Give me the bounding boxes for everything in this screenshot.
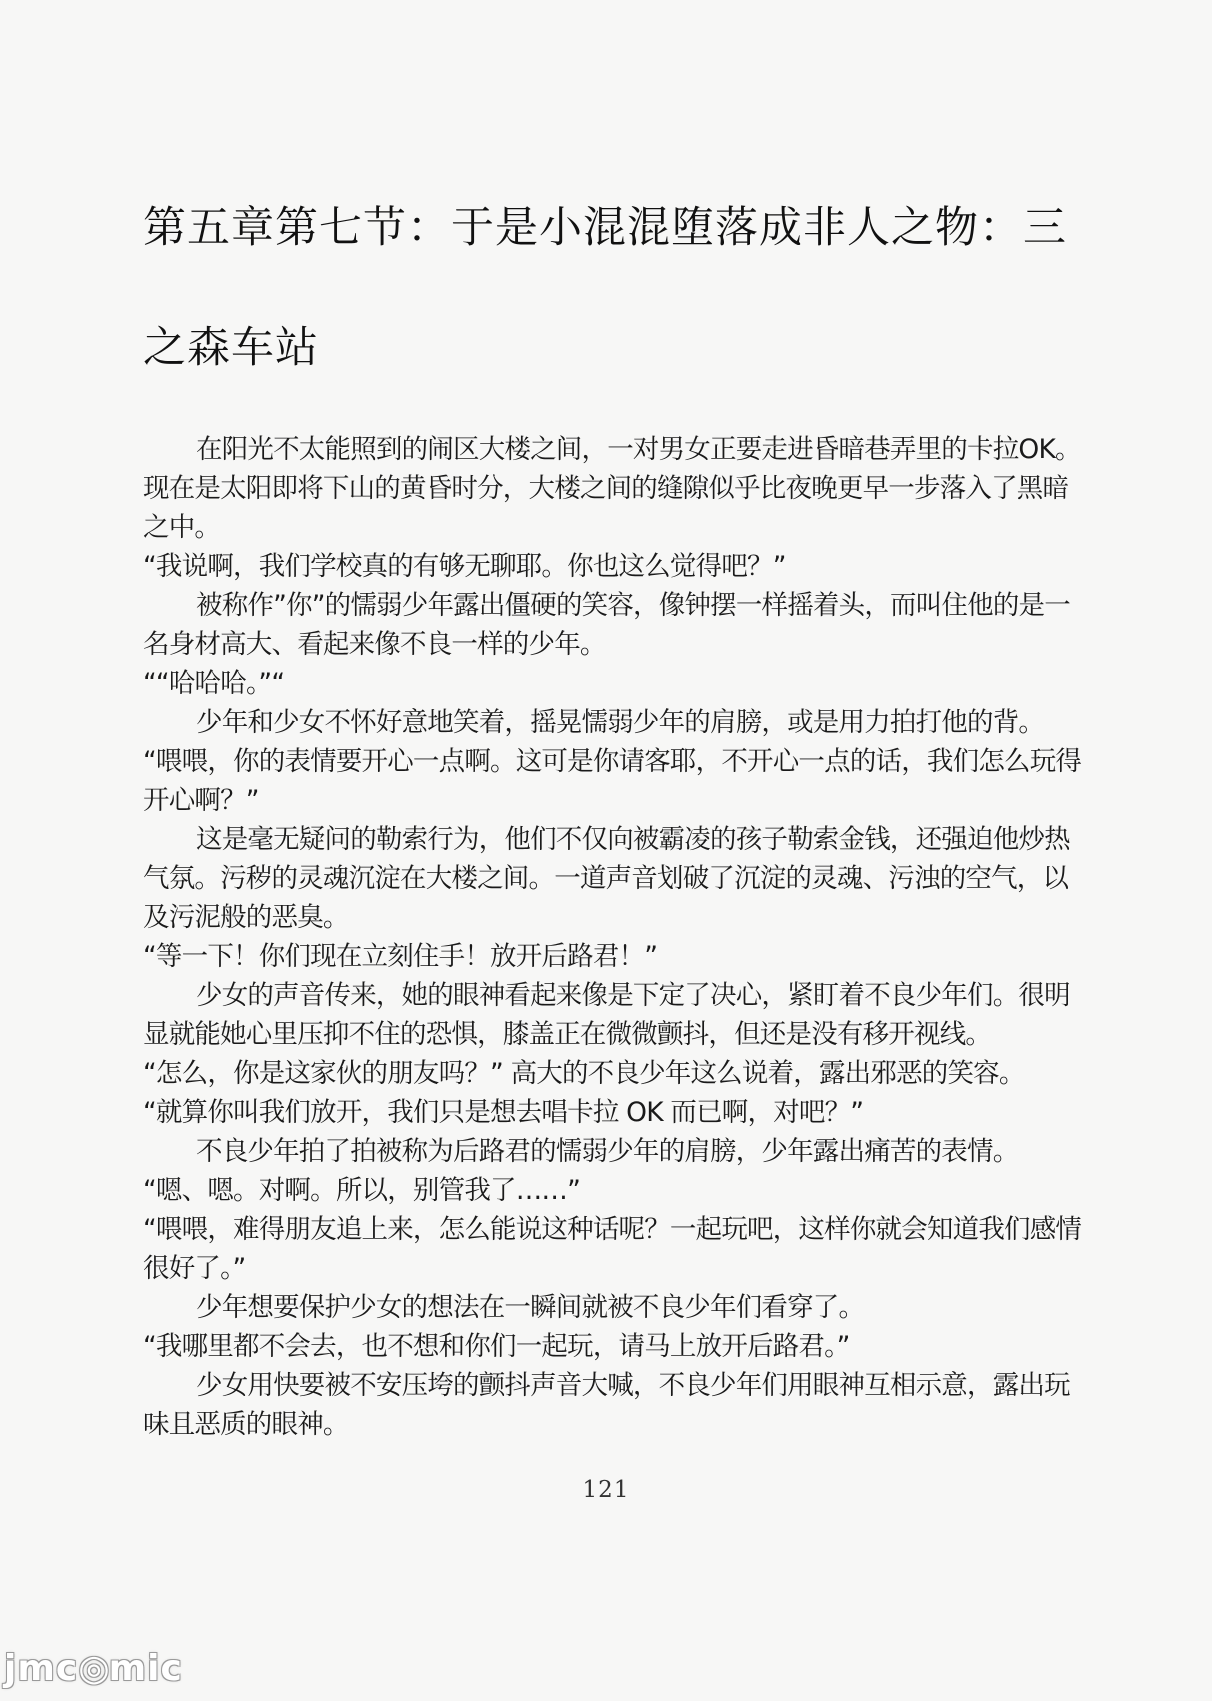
paragraph: 少女的声音传来，她的眼神看起来像是下定了决心，紧盯着不良少年们。很明显就能她心里压抑不住的恐惧，膝盖正在微微颤抖，但还是没有移开视线。 bbox=[143, 980, 1070, 1050]
paragraph: “等一下！你们现在立刻住手！放开后路君！” bbox=[143, 941, 658, 972]
paragraph: “我哪里都不会去，也不想和你们一起玩，请马上放开后路君。” bbox=[143, 1331, 850, 1362]
paragraph: “喂喂，你的表情要开心一点啊。这可是你请客耶，不开心一点的话，我们怎么玩得开心啊？” bbox=[143, 746, 1082, 816]
paragraph: “喂喂，难得朋友追上来，怎么能说这种话呢？一起玩吧，这样你就会知道我们感情很好了。” bbox=[143, 1214, 1082, 1284]
paragraph: ““哈哈哈。”“ bbox=[143, 668, 285, 699]
paragraph: “嗯、嗯。对啊。所以，别管我了……” bbox=[143, 1175, 581, 1206]
paragraph: 不良少年拍了拍被称为后路君的懦弱少年的肩膀，少年露出痛苦的表情。 bbox=[196, 1136, 1019, 1167]
paragraph: 少年和少女不怀好意地笑着，摇晃懦弱少年的肩膀，或是用力拍打他的背。 bbox=[196, 707, 1045, 738]
paragraph: “怎么，你是这家伙的朋友吗？” 高大的不良少年这么说着，露出邪恶的笑容。 bbox=[143, 1058, 1025, 1089]
paragraph: 在阳光不太能照到的闹区大楼之间，一对男女正要走进昏暗巷弄里的卡拉OK。现在是太阳即将下山的黄昏时分，大楼之间的缝隙似乎比夜晚更早一步落入了黑暗之中。 bbox=[143, 434, 1081, 543]
chapter-title: 第五章第七节：于是小混混堕落成非人之物：三之森车站 bbox=[143, 203, 1067, 373]
body-text bbox=[143, 430, 1086, 1444]
paragraph: 少年想要保护少女的想法在一瞬间就被不良少年们看穿了。 bbox=[196, 1292, 865, 1323]
paragraph: “就算你叫我们放开，我们只是想去唱卡拉 OK 而已啊，对吧？” bbox=[143, 1097, 864, 1128]
paragraph: “我说啊，我们学校真的有够无聊耶。你也这么觉得吧？” bbox=[143, 551, 786, 582]
paragraph: 这是毫无疑问的勒索行为，他们不仅向被霸凌的孩子勒索金钱，还强迫他炒热气氛。污秽的灵魂沉淀在大楼之间。一道声音划破了沉淀的灵魂、污浊的空气，以及污泥般的恶臭。 bbox=[143, 824, 1070, 933]
paragraph: 少女用快要被不安压垮的颤抖声音大喊，不良少年们用眼神互相示意，露出玩味且恶质的眼神。 bbox=[143, 1370, 1070, 1440]
page-number: 121 bbox=[582, 1477, 630, 1503]
watermark-logo: jmc◎mic bbox=[4, 1648, 183, 1689]
paragraph: 被称作”你”的懦弱少年露出僵硬的笑容，像钟摆一样摇着头，而叫住他的是一名身材高大、看起来像不良一样的少年。 bbox=[143, 590, 1070, 660]
